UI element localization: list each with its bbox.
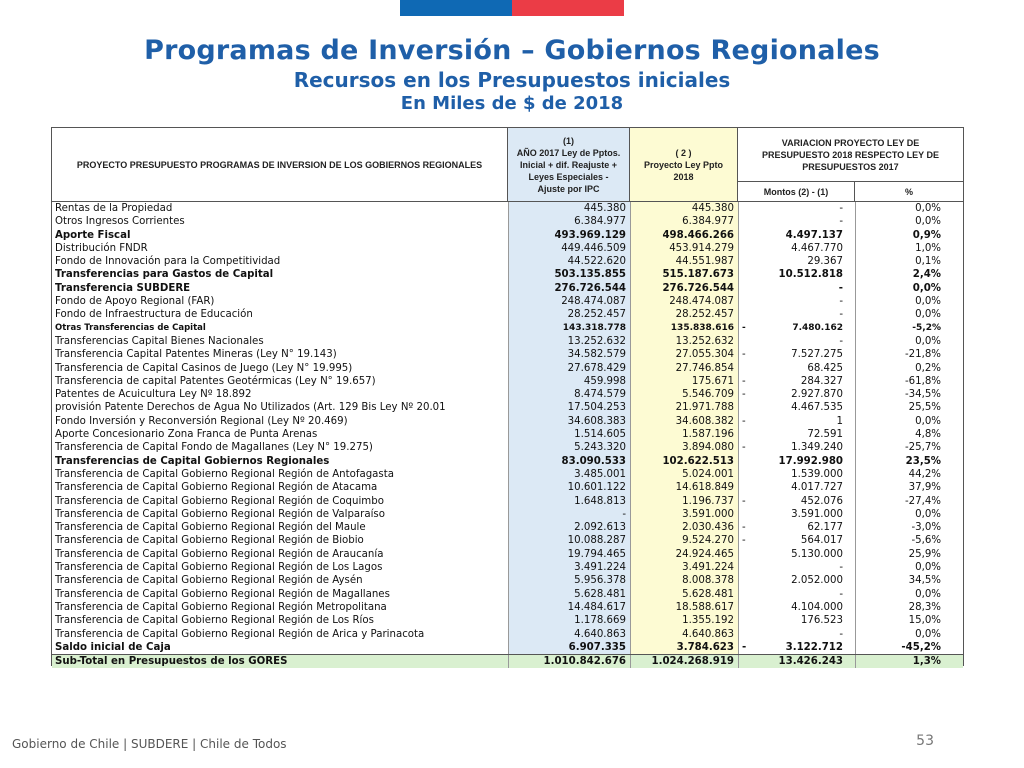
row-pct: -3,0% (855, 521, 963, 534)
row-diff-cell (738, 388, 855, 401)
row-label: Patentes de Acuicultura Ley Nº 18.892 (55, 389, 252, 401)
row-diff-cell (738, 481, 855, 494)
budget-table (51, 127, 964, 666)
row-value-2017: 3.485.001 (508, 468, 630, 481)
row-label: Sub-Total en Presupuestos de los GORES (55, 656, 288, 668)
row-value-2018: 18.588.617 (630, 601, 738, 614)
row-diff-sign: - (742, 389, 746, 401)
row-diff-cell (738, 601, 855, 614)
row-diff: - (839, 203, 843, 214)
table-row (52, 455, 963, 468)
row-value-2017: 459.998 (508, 375, 630, 388)
row-diff-sign: - (742, 522, 746, 534)
row-value-2018: 5.628.481 (630, 588, 738, 601)
row-pct: -61,8% (855, 375, 963, 388)
row-pct: 0,0% (855, 215, 963, 228)
row-diff-cell (738, 282, 855, 295)
row-diff-cell (738, 655, 855, 668)
row-value-2018: 9.524.270 (630, 534, 738, 547)
row-label: Transferencia de Capital Gobierno Regional Región de Valparaíso (55, 508, 385, 520)
table-row (52, 375, 963, 388)
row-pct: -5,2% (855, 322, 963, 335)
row-pct: -27,4% (855, 495, 963, 508)
row-value-2017: 27.678.429 (508, 362, 630, 375)
row-value-2017: 1.178.669 (508, 614, 630, 627)
row-label: Otras Transferencias de Capital (55, 322, 206, 333)
row-diff-sign: - (742, 349, 746, 361)
row-pct: -25,7% (855, 441, 963, 454)
table-row (52, 614, 963, 627)
row-diff-cell (738, 534, 855, 547)
row-value-2017: 6.907.335 (508, 641, 630, 654)
row-label: Transferencia de Capital Gobierno Regional Región de Coquimbo (55, 495, 384, 507)
row-diff-sign: - (742, 641, 747, 653)
row-pct: 0,0% (855, 295, 963, 308)
table-header (52, 128, 963, 202)
row-label: Transferencia de Capital Gobierno Regional Región de Antofagasta (55, 468, 394, 480)
row-pct: 0,0% (855, 628, 963, 641)
row-label: Fondo Inversión y Reconversión Regional (Ley Nº 20.469) (55, 415, 348, 427)
row-pct: 25,9% (855, 548, 963, 561)
row-value-2017: 34.582.579 (508, 348, 630, 361)
row-value-2017: 6.384.977 (508, 215, 630, 228)
table-body (52, 202, 963, 668)
row-label: Aporte Concesionario Zona Franca de Punta Arenas (55, 429, 318, 441)
row-value-2018: 28.252.457 (630, 308, 738, 321)
table-row (52, 295, 963, 308)
header-col1-text: (1) AÑO 2017 Ley de Pptos. Inicial + dif. Reajuste + Leyes Especiales - Ajuste por IPC (516, 135, 621, 194)
table-row (52, 481, 963, 494)
row-diff: 2.052.000 (791, 575, 843, 587)
row-diff-cell (738, 561, 855, 574)
row-value-2017: 4.640.863 (508, 628, 630, 641)
row-label: Transferencia de Capital Gobierno Regional Región de Arica y Parinacota (55, 628, 425, 640)
row-diff: 176.523 (800, 615, 843, 627)
row-pct: -45,2% (855, 641, 963, 654)
row-value-2017: 143.318.778 (508, 322, 630, 335)
row-diff-sign: - (742, 415, 746, 427)
row-value-2018: 1.587.196 (630, 428, 738, 441)
row-value-2017: 83.090.533 (508, 455, 630, 468)
row-label: Transferencia de Capital Gobierno Regional Región de Los Ríos (55, 615, 374, 627)
row-value-2018: 1.196.737 (630, 495, 738, 508)
row-value-2017: 13.252.632 (508, 335, 630, 348)
table-row (52, 268, 963, 281)
row-value-2018: 453.914.279 (630, 242, 738, 255)
row-pct: 0,0% (855, 202, 963, 215)
row-diff: 4.467.770 (791, 242, 843, 254)
row-pct: 0,0% (855, 415, 963, 428)
row-label: Transferencia de Capital Gobierno Regional Región de Magallanes (55, 588, 390, 600)
row-value-2017: 34.608.383 (508, 415, 630, 428)
row-diff: - (839, 335, 843, 347)
row-value-2018: 102.622.513 (630, 455, 738, 468)
row-value-2018: 34.608.382 (630, 415, 738, 428)
row-pct: 0,0% (855, 508, 963, 521)
table-row (52, 628, 963, 641)
row-value-2018: 498.466.266 (630, 229, 738, 242)
row-value-2018: 27.746.854 (630, 362, 738, 375)
row-value-2018: 1.355.192 (630, 614, 738, 627)
row-pct: 28,3% (855, 601, 963, 614)
row-diff-cell (738, 455, 855, 468)
row-label: provisión Patente Derechos de Agua No Utilizados (Art. 129 Bis Ley Nº 20.01 (55, 402, 446, 414)
row-diff: 68.425 (807, 362, 843, 374)
row-value-2017: 5.956.378 (508, 574, 630, 587)
row-value-2017: 1.010.842.676 (508, 655, 630, 668)
header-concept: PROYECTO PRESUPUESTO PROGRAMAS DE INVERSION DE LOS GOBIERNOS REGIONALES (52, 128, 508, 201)
row-diff: 7.527.275 (791, 349, 843, 361)
row-label: Transferencia de Capital Gobierno Regional Región del Maule (55, 522, 366, 534)
row-diff-cell (738, 548, 855, 561)
table-row (52, 508, 963, 521)
table-row (52, 388, 963, 401)
row-pct: 2,4% (855, 268, 963, 281)
row-value-2018: 1.024.268.919 (630, 655, 738, 668)
row-diff: 564.017 (800, 535, 843, 547)
row-label: Transferencia de Capital Casinos de Juego (Ley N° 19.995) (55, 362, 353, 374)
row-value-2017: 10.088.287 (508, 534, 630, 547)
row-pct: 0,2% (855, 362, 963, 375)
row-diff: - (839, 562, 843, 574)
chile-flag-stripe (400, 0, 624, 16)
row-value-2018: 24.924.465 (630, 548, 738, 561)
row-value-2018: 175.671 (630, 375, 738, 388)
table-row (52, 335, 963, 348)
row-pct: -5,6% (855, 534, 963, 547)
row-diff: 29.367 (807, 256, 843, 268)
table-row (52, 561, 963, 574)
row-value-2017: 10.601.122 (508, 481, 630, 494)
row-diff-sign: - (742, 322, 746, 333)
row-pct: 0,0% (855, 561, 963, 574)
row-diff: 1 (836, 415, 843, 427)
row-diff: 62.177 (807, 522, 843, 534)
slide-titles (0, 34, 1024, 116)
header-col2-text: ( 2 ) Proyecto Ley Ppto 2018 (643, 147, 724, 182)
row-value-2017: 1.648.813 (508, 495, 630, 508)
table-row (52, 468, 963, 481)
row-value-2017: 493.969.129 (508, 229, 630, 242)
table-row (52, 574, 963, 587)
row-value-2017: 17.504.253 (508, 401, 630, 414)
row-value-2017: - (508, 508, 630, 521)
row-pct: 0,0% (855, 308, 963, 321)
footer-text: Gobierno de Chile | SUBDERE | Chile de Todos (12, 737, 287, 751)
row-value-2018: 3.591.000 (630, 508, 738, 521)
row-diff: - (839, 296, 843, 308)
row-value-2018: 14.618.849 (630, 481, 738, 494)
row-label: Distribución FNDR (55, 242, 148, 254)
row-diff: - (838, 282, 843, 294)
row-pct: 23,5% (855, 455, 963, 468)
header-col2 (630, 128, 738, 201)
header-variation: VARIACION PROYECTO LEY DE PRESUPUESTO 2018 RESPECTO LEY DE PRESUPUESTOS 2017 (738, 128, 963, 182)
row-diff: 17.992.980 (778, 455, 843, 467)
row-value-2018: 4.640.863 (630, 628, 738, 641)
table-row (52, 229, 963, 242)
row-value-2017: 28.252.457 (508, 308, 630, 321)
row-diff-cell (738, 229, 855, 242)
row-diff: 4.104.000 (791, 601, 843, 613)
row-diff-cell (738, 308, 855, 321)
row-value-2018: 6.384.977 (630, 215, 738, 228)
row-diff-cell (738, 335, 855, 348)
row-value-2018: 276.726.544 (630, 282, 738, 295)
row-diff: 4.467.535 (791, 402, 843, 414)
row-diff-cell (738, 428, 855, 441)
row-value-2018: 445.380 (630, 202, 738, 215)
row-label: Transferencia SUBDERE (55, 282, 191, 294)
row-diff-cell (738, 574, 855, 587)
row-diff-cell (738, 348, 855, 361)
row-label: Transferencias de Capital Gobiernos Regionales (55, 455, 330, 467)
row-label: Transferencia de Capital Gobierno Regional Región de Araucanía (55, 548, 384, 560)
header-col1 (508, 128, 630, 201)
slide-subtitle: Recursos en los Presupuestos iniciales (293, 68, 731, 92)
table-row (52, 215, 963, 228)
row-pct: -21,8% (855, 348, 963, 361)
table-row (52, 415, 963, 428)
row-diff-cell (738, 415, 855, 428)
table-row (52, 654, 963, 668)
slide-title: Programas de Inversión – Gobiernos Regionales (144, 35, 880, 66)
table-row (52, 322, 963, 335)
row-diff-cell (738, 322, 855, 335)
row-value-2017: 276.726.544 (508, 282, 630, 295)
row-value-2018: 3.894.080 (630, 441, 738, 454)
row-label: Transferencia de Capital Gobierno Regional Región Metropolitana (55, 601, 387, 613)
row-diff: 13.426.243 (778, 656, 843, 668)
row-pct: 0,0% (855, 335, 963, 348)
row-value-2017: 5.243.320 (508, 441, 630, 454)
row-pct: -34,5% (855, 388, 963, 401)
row-pct: 34,5% (855, 574, 963, 587)
row-diff-sign: - (742, 495, 746, 507)
row-value-2018: 2.030.436 (630, 521, 738, 534)
row-label: Aporte Fiscal (55, 229, 131, 241)
row-label: Rentas de la Propiedad (55, 203, 173, 214)
row-diff: - (839, 216, 843, 228)
table-row (52, 588, 963, 601)
row-pct: 37,9% (855, 481, 963, 494)
table-row (52, 362, 963, 375)
row-diff-cell (738, 215, 855, 228)
table-row (52, 202, 963, 215)
table-row (52, 428, 963, 441)
header-montos: Montos (2) - (1) (738, 182, 855, 201)
row-value-2017: 1.514.605 (508, 428, 630, 441)
row-diff-cell (738, 268, 855, 281)
row-diff: 2.927.870 (791, 389, 843, 401)
row-label: Saldo inicial de Caja (55, 641, 171, 653)
row-diff: - (839, 628, 843, 640)
row-value-2018: 8.008.378 (630, 574, 738, 587)
row-diff: 7.480.162 (792, 322, 843, 333)
row-diff: - (839, 588, 843, 600)
table-row (52, 242, 963, 255)
row-diff-cell (738, 202, 855, 215)
table-row (52, 641, 963, 654)
row-pct: 4,8% (855, 428, 963, 441)
row-value-2018: 5.024.001 (630, 468, 738, 481)
table-row (52, 348, 963, 361)
flag-blue-band (400, 0, 512, 16)
header-pct: % (904, 186, 913, 197)
row-value-2017: 8.474.579 (508, 388, 630, 401)
row-label: Transferencias Capital Bienes Nacionales (55, 335, 264, 347)
row-value-2018: 13.252.632 (630, 335, 738, 348)
row-diff-cell (738, 588, 855, 601)
row-label: Transferencia de capital Patentes Geotérmicas (Ley N° 19.657) (55, 375, 376, 387)
row-value-2017: 44.522.620 (508, 255, 630, 268)
table-row (52, 521, 963, 534)
row-label: Fondo de Apoyo Regional (FAR) (55, 296, 215, 308)
row-label: Fondo de Innovación para la Competitividad (55, 256, 281, 268)
row-label: Transferencia de Capital Gobierno Regional Región de Atacama (55, 482, 378, 494)
row-label: Transferencia de Capital Fondo de Magallanes (Ley N° 19.275) (55, 442, 373, 454)
row-value-2018: 248.474.087 (630, 295, 738, 308)
table-row (52, 601, 963, 614)
row-diff: 1.349.240 (791, 442, 843, 454)
row-diff-sign: - (742, 535, 746, 547)
row-value-2017: 503.135.855 (508, 268, 630, 281)
table-row (52, 534, 963, 547)
row-diff: - (839, 309, 843, 321)
row-pct: 15,0% (855, 614, 963, 627)
flag-red-band (512, 0, 624, 16)
row-diff: 4.497.137 (785, 229, 843, 241)
row-diff-cell (738, 468, 855, 481)
row-diff-cell (738, 441, 855, 454)
row-diff-cell (738, 375, 855, 388)
row-pct: 0,1% (855, 255, 963, 268)
row-value-2018: 21.971.788 (630, 401, 738, 414)
row-value-2017: 19.794.465 (508, 548, 630, 561)
row-diff: 72.591 (807, 429, 843, 441)
row-diff-cell (738, 401, 855, 414)
row-value-2018: 135.838.616 (630, 322, 738, 335)
table-row (52, 282, 963, 295)
row-value-2017: 449.446.509 (508, 242, 630, 255)
row-diff-cell (738, 295, 855, 308)
row-value-2017: 5.628.481 (508, 588, 630, 601)
row-diff: 284.327 (800, 375, 843, 387)
row-diff-cell (738, 521, 855, 534)
row-label: Transferencia de Capital Gobierno Regional Región de Los Lagos (55, 562, 383, 574)
row-pct: 0,0% (855, 282, 963, 295)
row-value-2017: 14.484.617 (508, 601, 630, 614)
row-diff-sign: - (742, 375, 746, 387)
row-diff: 10.512.818 (778, 269, 843, 281)
row-value-2018: 5.546.709 (630, 388, 738, 401)
row-diff-cell (738, 362, 855, 375)
row-label: Otros Ingresos Corrientes (55, 216, 185, 228)
row-pct: 25,5% (855, 401, 963, 414)
row-value-2017: 3.491.224 (508, 561, 630, 574)
row-value-2017: 2.092.613 (508, 521, 630, 534)
row-diff: 3.122.712 (785, 641, 843, 653)
row-label: Transferencia Capital Patentes Mineras (Ley N° 19.143) (55, 349, 337, 361)
table-row (52, 548, 963, 561)
row-diff: 4.017.727 (791, 482, 843, 494)
row-value-2018: 515.187.673 (630, 268, 738, 281)
row-diff-cell (738, 495, 855, 508)
row-diff-cell (738, 255, 855, 268)
row-value-2018: 27.055.304 (630, 348, 738, 361)
row-value-2018: 3.784.623 (630, 641, 738, 654)
table-row (52, 401, 963, 414)
row-diff-cell (738, 641, 855, 654)
row-pct: 1,3% (855, 655, 963, 668)
row-value-2018: 3.491.224 (630, 561, 738, 574)
page-number: 53 (916, 733, 934, 749)
slide-unit: En Miles de $ de 2018 (400, 93, 624, 114)
row-pct: 1,0% (855, 242, 963, 255)
row-diff: 452.076 (800, 495, 843, 507)
row-diff-cell (738, 628, 855, 641)
row-value-2018: 44.551.987 (630, 255, 738, 268)
row-label: Transferencia de Capital Gobierno Regional Región de Aysén (55, 575, 363, 587)
row-pct: 0,9% (855, 229, 963, 242)
row-value-2017: 248.474.087 (508, 295, 630, 308)
row-value-2017: 445.380 (508, 202, 630, 215)
table-row (52, 308, 963, 321)
row-label: Transferencias para Gastos de Capital (55, 269, 274, 281)
row-diff: 5.130.000 (791, 548, 843, 560)
row-diff-cell (738, 242, 855, 255)
row-diff-sign: - (742, 442, 746, 454)
table-row (52, 255, 963, 268)
row-diff: 1.539.000 (791, 468, 843, 480)
row-label: Fondo de Infraestructura de Educación (55, 309, 253, 321)
row-label: Transferencia de Capital Gobierno Regional Región de Biobio (55, 535, 364, 547)
row-diff-cell (738, 508, 855, 521)
table-row (52, 495, 963, 508)
row-pct: 44,2% (855, 468, 963, 481)
row-diff: 3.591.000 (791, 508, 843, 520)
table-row (52, 441, 963, 454)
row-pct: 0,0% (855, 588, 963, 601)
row-diff-cell (738, 614, 855, 627)
